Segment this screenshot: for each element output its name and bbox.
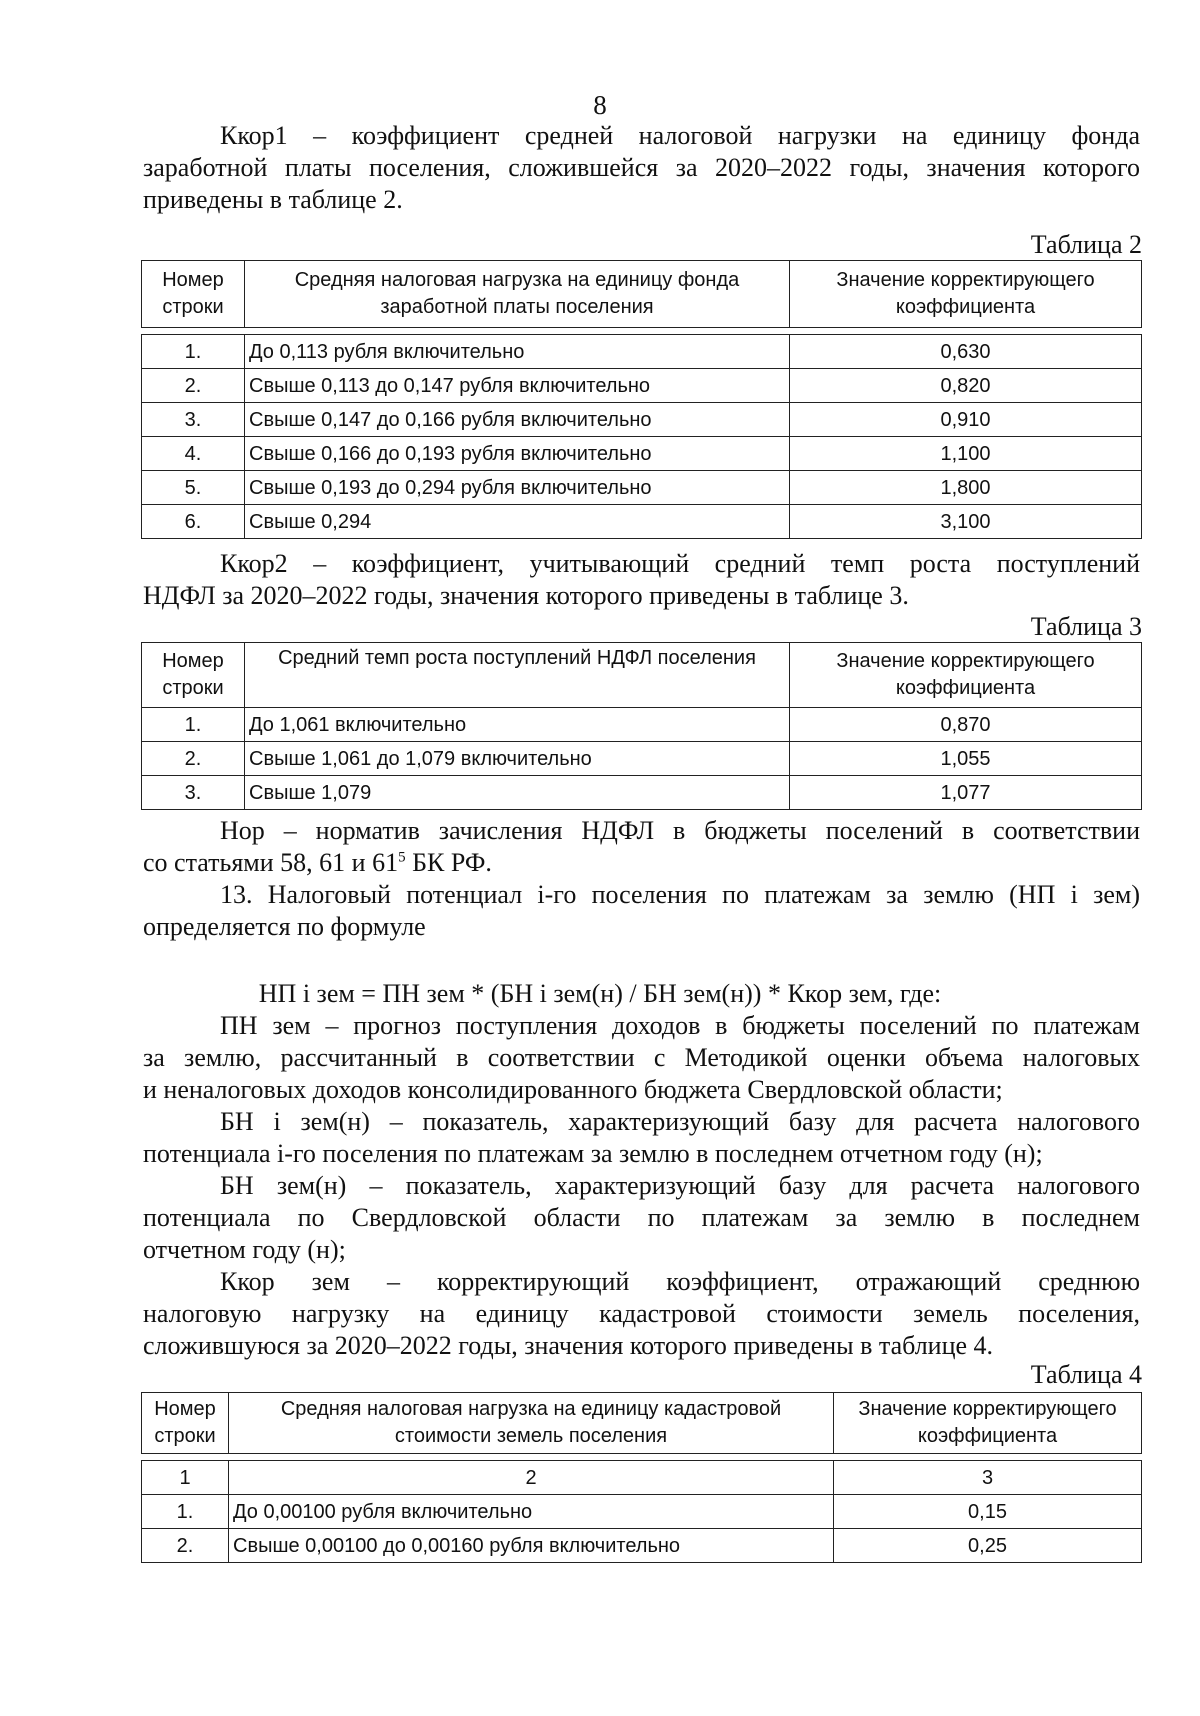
row-val: 1,100 [790,437,1142,471]
header-num: Номер строки [142,261,245,328]
table-row [142,776,1142,810]
header-val: Значение корректирующего коэффициента [790,261,1142,328]
text-line [143,847,1140,879]
row-num: 3. [142,403,245,437]
row-num: 5. [142,471,245,505]
text-line: за землю, рассчитанный в соответствии с Методикой оценки объема налоговых [143,1043,1140,1072]
row-val: 0,820 [790,369,1142,403]
text-line: БН зем(н) – показатель, характеризующий базу для расчета налогового [220,1171,1140,1200]
col-index: 3 [834,1461,1142,1495]
paragraph-kkor2 [143,548,1140,612]
paragraph-13 [143,879,1140,943]
header-desc: Средняя налоговая нагрузка на единицу фонда заработной платы поселения [245,261,790,328]
table-row [142,471,1142,505]
row-desc: Свыше 0,294 [245,505,790,539]
text-line: потенциала по Свердловской области по платежам за землю в последнем [143,1203,1140,1232]
header-num: Номер строки [142,643,245,708]
table-3 [141,642,1142,810]
table4-caption: Таблица 4 [1030,1360,1142,1389]
row-val: 1,055 [790,742,1142,776]
row-num: 6. [142,505,245,539]
row-desc: Свыше 0,193 до 0,294 рубля включительно [245,471,790,505]
row-val: 3,100 [790,505,1142,539]
col-index: 2 [229,1461,834,1495]
text-line: Ккор2 – коэффициент, учитывающий средний темп роста поступлений [220,549,1140,578]
row-num: 4. [142,437,245,471]
table3-caption: Таблица 3 [1030,612,1142,641]
text-line: налоговую нагрузку на единицу кадастровой стоимости земель поселения, [143,1299,1140,1328]
table-4 [141,1392,1142,1563]
table-row [142,437,1142,471]
row-val: 0,630 [790,335,1142,369]
row-num: 1. [142,1495,229,1529]
text-line: и неналоговых доходов консолидированного бюджета Свердловской области; [143,1075,1003,1104]
text-line: ПН зем – прогноз поступления доходов в бюджеты поселений по платежам [220,1011,1140,1040]
text-line: БН i зем(н) – показатель, характеризующий базу для расчета налогового [220,1107,1140,1136]
text-line: Нор – норматив зачисления НДФЛ в бюджеты поселений в соответствии [220,816,1140,845]
row-val: 0,15 [834,1495,1142,1529]
header-desc: Средний темп роста поступлений НДФЛ поселения [245,643,790,708]
row-num: 1. [142,708,245,742]
formula: НП i зем = ПН зем * (БН i зем(н) / БН зем(н)) * Ккор зем, где: [258,979,942,1008]
row-desc: Свыше 1,061 до 1,079 включительно [245,742,790,776]
header-num: Номер строки [142,1393,229,1454]
paragraph-bn-zem [143,1170,1140,1266]
table-row [142,335,1142,369]
text-line: Ккор зем – корректирующий коэффициент, отражающий среднюю [220,1267,1140,1296]
column-index-row [142,1461,1142,1495]
paragraph-kkor-zem [143,1266,1140,1362]
table-header-row [142,643,1142,708]
table-row [142,708,1142,742]
row-val: 1,077 [790,776,1142,810]
text-line: Ккор1 – коэффициент средней налоговой нагрузки на единицу фонда [220,121,1140,150]
table-row [142,505,1142,539]
table-row [142,1529,1142,1563]
header-desc: Средняя налоговая нагрузка на единицу кадастровой стоимости земель поселения [229,1393,834,1454]
row-val: 1,800 [790,471,1142,505]
text-line: определяется по формуле [143,912,426,941]
row-val: 0,870 [790,708,1142,742]
row-desc: До 1,061 включительно [245,708,790,742]
text-line: НДФЛ за 2020–2022 годы, значения которого приведены в таблице 3. [143,581,909,610]
text-line: отчетном году (н); [143,1235,346,1264]
row-desc: Свыше 0,166 до 0,193 рубля включительно [245,437,790,471]
row-desc: До 0,113 рубля включительно [245,335,790,369]
row-num: 3. [142,776,245,810]
text-segment: БК РФ. [405,848,492,877]
row-desc: Свыше 0,147 до 0,166 рубля включительно [245,403,790,437]
superscript: 5 [398,849,406,866]
text-line: 13. Налоговый потенциал i-го поселения по платежам за землю (НП i зем) [220,880,1140,909]
text-line: сложившуюся за 2020–2022 годы, значения которого приведены в таблице 4. [143,1331,994,1360]
paragraph-nor [143,815,1140,879]
table2-caption: Таблица 2 [1030,230,1142,259]
row-desc: Свыше 1,079 [245,776,790,810]
text-segment: со статьями 58, 61 и 61 [143,848,399,877]
row-num: 2. [142,742,245,776]
row-val: 0,25 [834,1529,1142,1563]
row-desc: Свыше 0,00100 до 0,00160 рубля включительно [229,1529,834,1563]
page-number: 8 [593,90,607,120]
table-row [142,403,1142,437]
header-val: Значение корректирующего коэффициента [834,1393,1142,1454]
row-desc: До 0,00100 рубля включительно [229,1495,834,1529]
paragraph-bn-i-zem [143,1106,1140,1170]
row-num: 1. [142,335,245,369]
paragraph-kkor1 [143,120,1140,216]
table-header-row [142,1393,1142,1454]
row-val: 0,910 [790,403,1142,437]
header-val: Значение корректирующего коэффициента [790,643,1142,708]
table-row [142,1495,1142,1529]
table-row [142,369,1142,403]
table-2 [141,260,1142,539]
row-num: 2. [142,369,245,403]
paragraph-pn-zem [143,1010,1140,1106]
text-line: приведены в таблице 2. [143,185,403,214]
row-num: 2. [142,1529,229,1563]
text-line: заработной платы поселения, сложившейся за 2020–2022 годы, значения которого [143,153,1140,182]
text-line: потенциала i-го поселения по платежам за землю в последнем отчетном году (н); [143,1139,1043,1168]
table-row [142,742,1142,776]
row-desc: Свыше 0,113 до 0,147 рубля включительно [245,369,790,403]
col-index: 1 [142,1461,229,1495]
table-header-row [142,261,1142,328]
